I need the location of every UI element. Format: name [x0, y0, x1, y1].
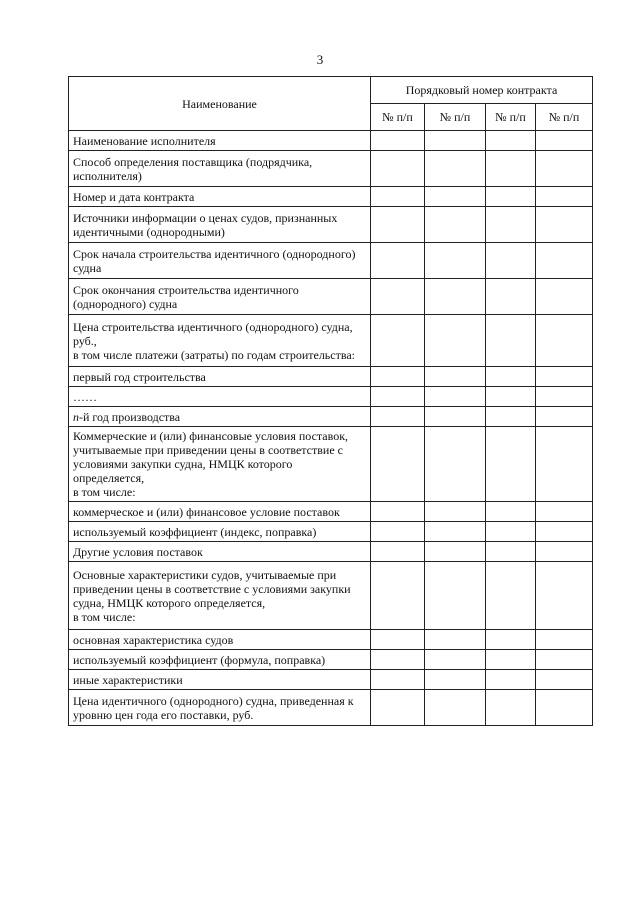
contract-cell	[536, 387, 593, 407]
table-row	[69, 562, 593, 630]
contract-cell	[486, 315, 536, 367]
contract-cell	[371, 427, 425, 502]
row-label	[69, 562, 371, 630]
contract-cell	[425, 562, 486, 630]
contract-cell	[371, 690, 425, 726]
table-row	[69, 243, 593, 279]
row-label	[69, 367, 371, 387]
contract-cell	[425, 427, 486, 502]
contract-cell	[536, 315, 593, 367]
header-name: Наименование	[69, 77, 371, 131]
row-label	[69, 630, 371, 650]
contract-cell	[371, 502, 425, 522]
contract-cell	[425, 243, 486, 279]
row-label	[69, 243, 371, 279]
row-label-text: Номер и дата контракта	[73, 189, 195, 204]
contract-cell	[536, 690, 593, 726]
contract-cell	[486, 542, 536, 562]
contract-cell	[371, 542, 425, 562]
contract-cell	[486, 367, 536, 387]
page-number: 3	[316, 52, 324, 67]
row-label	[69, 207, 371, 243]
contract-cell	[425, 367, 486, 387]
row-label-prefix: n	[73, 409, 79, 424]
contract-cell	[371, 131, 425, 151]
contract-cell	[425, 670, 486, 690]
contract-cell	[371, 630, 425, 650]
row-label-text: Источники информации о ценах судов, признанных идентичными (однородными)	[73, 210, 338, 239]
table-row	[69, 427, 593, 502]
row-label	[69, 131, 371, 151]
table-row	[69, 650, 593, 670]
table-row	[69, 187, 593, 207]
contract-cell	[486, 562, 536, 630]
row-label-text: Другие условия поставок	[73, 544, 203, 559]
row-label-text: первый год строительства	[73, 369, 206, 384]
contract-cell	[371, 187, 425, 207]
contract-cell	[425, 690, 486, 726]
contract-price-table	[68, 76, 593, 726]
contract-cell	[425, 387, 486, 407]
contract-cell	[425, 502, 486, 522]
contract-cell	[486, 630, 536, 650]
row-label	[69, 387, 371, 407]
contract-cell	[536, 407, 593, 427]
contract-cell	[536, 542, 593, 562]
row-label-continuation: в том числе:	[73, 609, 136, 624]
contract-cell	[371, 151, 425, 187]
contract-cell	[425, 650, 486, 670]
column-header-4: № п/п	[536, 104, 593, 131]
contract-cell	[425, 131, 486, 151]
row-label	[69, 187, 371, 207]
row-label-text: Наименование исполнителя	[73, 133, 216, 148]
contract-cell	[536, 151, 593, 187]
row-label	[69, 279, 371, 315]
contract-cell	[425, 207, 486, 243]
contract-cell	[425, 315, 486, 367]
contract-cell	[371, 207, 425, 243]
contract-cell	[536, 131, 593, 151]
contract-cell	[486, 670, 536, 690]
contract-cell	[486, 690, 536, 726]
row-label-text: -й год производства	[79, 409, 181, 424]
contract-cell	[486, 131, 536, 151]
contract-cell	[536, 243, 593, 279]
contract-cell	[536, 367, 593, 387]
row-label	[69, 407, 371, 427]
contract-cell	[536, 187, 593, 207]
contract-cell	[371, 650, 425, 670]
table-row	[69, 502, 593, 522]
contract-cell	[536, 522, 593, 542]
column-header-2: № п/п	[425, 104, 486, 131]
contract-cell	[536, 562, 593, 630]
row-label-text: Срок окончания строительства идентичного (однородного) судна	[73, 282, 299, 311]
contract-cell	[371, 562, 425, 630]
contract-cell	[371, 367, 425, 387]
contract-cell	[536, 207, 593, 243]
row-label	[69, 650, 371, 670]
table-row	[69, 367, 593, 387]
contract-cell	[536, 502, 593, 522]
row-label	[69, 427, 371, 502]
column-header-3: № п/п	[486, 104, 536, 131]
row-label-continuation: в том числе платежи (затраты) по годам строительства:	[73, 347, 356, 362]
contract-cell	[486, 387, 536, 407]
row-label-text: Цена идентичного (однородного) судна, приведенная к уровню цен года его поставки, руб.	[73, 693, 354, 722]
row-label-text: Способ определения поставщика (подрядчика, исполнителя)	[73, 154, 313, 183]
row-label-text: используемый коэффициент (индекс, поправка)	[73, 524, 317, 539]
table-row	[69, 542, 593, 562]
contract-cell	[371, 315, 425, 367]
contract-cell	[486, 207, 536, 243]
row-label-text: Коммерческие и (или) финансовые условия поставок, учитываемые при приведении цены в соответствие с условиями закупки судна, НМЦК которого определяется,	[73, 429, 349, 485]
contract-cell	[371, 407, 425, 427]
row-label	[69, 670, 371, 690]
contract-cell	[536, 279, 593, 315]
contract-cell	[371, 243, 425, 279]
table-body	[69, 131, 593, 726]
contract-cell	[486, 243, 536, 279]
contract-cell	[425, 151, 486, 187]
row-label	[69, 315, 371, 367]
table-row	[69, 131, 593, 151]
table-row	[69, 151, 593, 187]
contract-cell	[425, 407, 486, 427]
row-label-text: Основные характеристики судов, учитываемые при приведении цены в соответствие с условиями закупки судна, НМЦК которого определяется,	[73, 567, 351, 610]
contract-cell	[536, 630, 593, 650]
table-row	[69, 690, 593, 726]
table-row	[69, 522, 593, 542]
table-row	[69, 279, 593, 315]
table-row	[69, 387, 593, 407]
row-label	[69, 151, 371, 187]
contract-cell	[536, 670, 593, 690]
header-contract-number: Порядковый номер контракта	[371, 77, 593, 104]
contract-cell	[371, 387, 425, 407]
row-label-text: иные характеристики	[73, 672, 183, 687]
contract-cell	[486, 279, 536, 315]
contract-cell	[486, 650, 536, 670]
contract-cell	[371, 522, 425, 542]
contract-cell	[486, 151, 536, 187]
row-label	[69, 542, 371, 562]
contract-cell	[425, 522, 486, 542]
row-label-text: ……	[73, 389, 97, 404]
table-row	[69, 407, 593, 427]
contract-cell	[536, 427, 593, 502]
contract-cell	[371, 279, 425, 315]
contract-cell	[425, 630, 486, 650]
row-label	[69, 502, 371, 522]
contract-cell	[425, 279, 486, 315]
row-label	[69, 690, 371, 726]
row-label	[69, 522, 371, 542]
row-label-text: используемый коэффициент (формула, поправка)	[73, 652, 326, 667]
table-row	[69, 207, 593, 243]
contract-cell	[486, 502, 536, 522]
contract-cell	[536, 650, 593, 670]
table-row	[69, 315, 593, 367]
table-row	[69, 670, 593, 690]
contract-cell	[371, 670, 425, 690]
row-label-continuation: в том числе:	[73, 485, 136, 499]
row-label-text: основная характеристика судов	[73, 632, 234, 647]
contract-cell	[486, 187, 536, 207]
contract-cell	[486, 522, 536, 542]
contract-cell	[425, 187, 486, 207]
table-row	[69, 630, 593, 650]
contract-cell	[486, 427, 536, 502]
contract-cell	[425, 542, 486, 562]
row-label-text: коммерческое и (или) финансовое условие поставок	[73, 504, 340, 519]
row-label-text: Цена строительства идентичного (однородного) судна, руб.,	[73, 319, 353, 348]
row-label-text: Срок начала строительства идентичного (однородного) судна	[73, 246, 356, 275]
contract-cell	[486, 407, 536, 427]
column-header-1: № п/п	[371, 104, 425, 131]
